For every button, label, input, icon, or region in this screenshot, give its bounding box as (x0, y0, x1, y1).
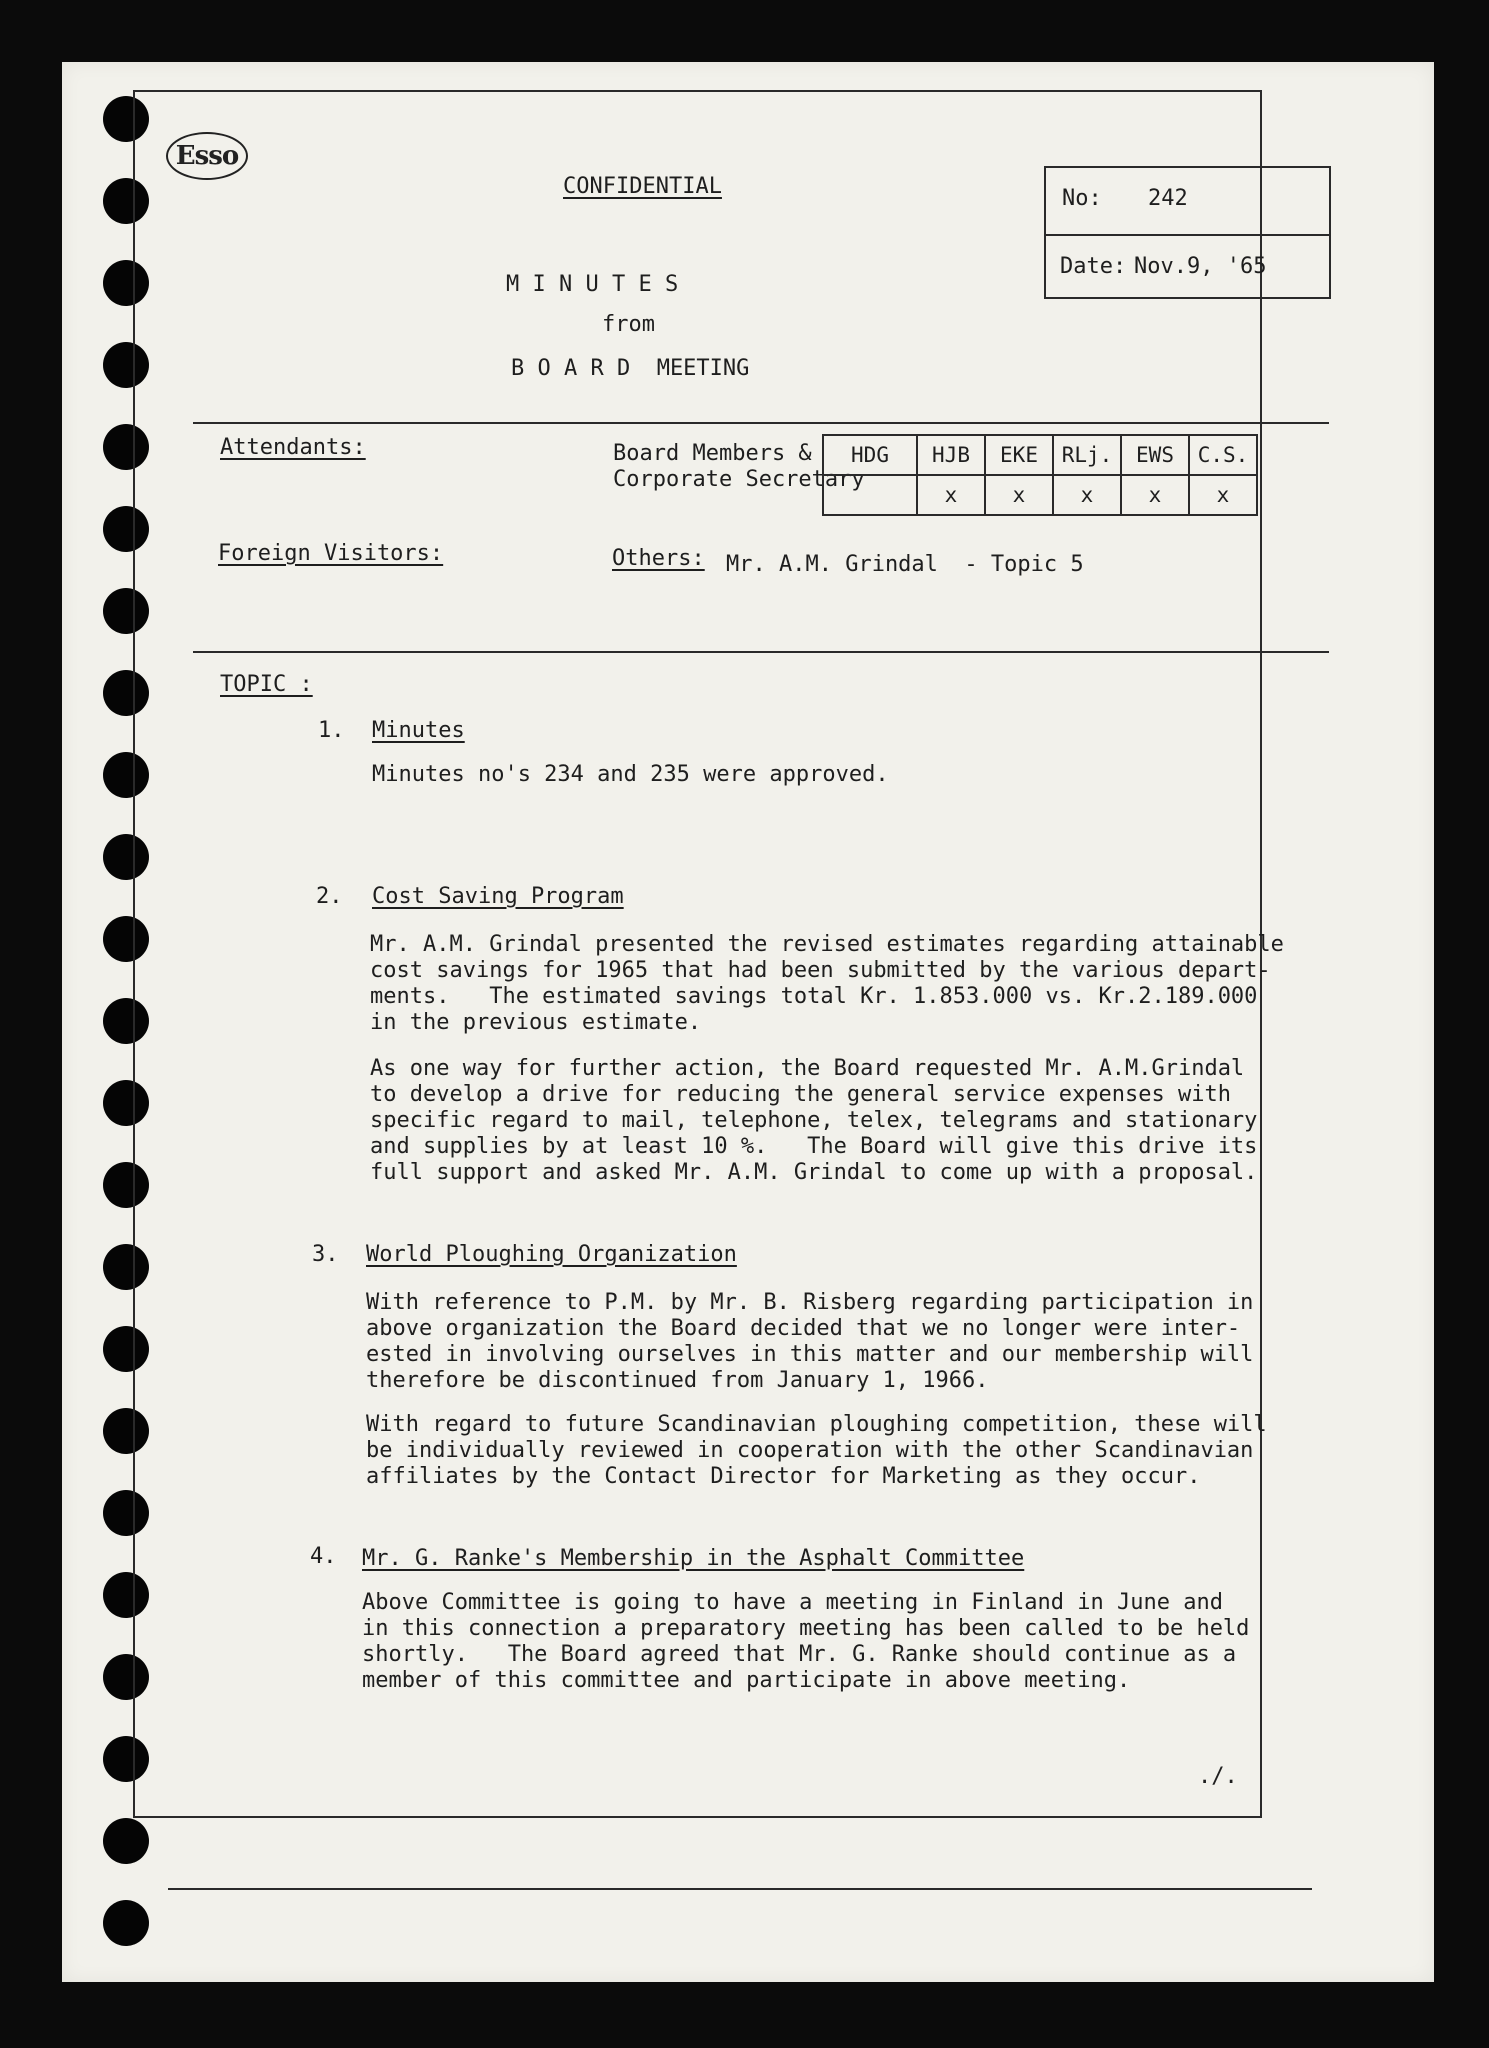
attendance-mark: x (917, 475, 985, 515)
header-divider (193, 422, 1329, 424)
topic-number: 4. (310, 1544, 337, 1569)
member-initials: HDG (823, 435, 917, 475)
number-value: 242 (1148, 186, 1188, 211)
attendance-mark: x (1189, 475, 1257, 515)
board-members-label: Board Members & Corporate Secretary (613, 441, 865, 492)
topic-paragraph: With regard to future Scandinavian ploughing competition, these will be individually reviewed in cooperation with the other Scandinavian affiliates by the Contact Director for Marketing as they occur. (366, 1412, 1267, 1489)
topic-paragraph: Mr. A.M. Grindal presented the revised estimates regarding attainable cost savings for 1965 that had been submitted by the various depart- ments. The estimated savings total Kr. 1.853.000 vs. Kr.2.189.000 in the previous estimate. (370, 932, 1284, 1035)
attendants-label: Attendants: (220, 435, 366, 460)
attendance-table (822, 434, 1258, 516)
topic-title: Minutes (372, 718, 465, 743)
attendance-divider (193, 651, 1329, 653)
binder-hole (103, 1900, 149, 1946)
continuation-mark: ./. (1198, 1764, 1238, 1789)
topic-title: World Ploughing Organization (366, 1242, 737, 1267)
attendance-header-row (823, 435, 1257, 475)
footer-line (168, 1888, 1312, 1890)
attendance-mark: x (1121, 475, 1189, 515)
foreign-visitors-label: Foreign Visitors: (218, 541, 444, 566)
others-value: Mr. A.M. Grindal - Topic 5 (726, 552, 1084, 577)
confidential-label: CONFIDENTIAL (563, 174, 722, 199)
topic-paragraph: As one way for further action, the Board requested Mr. A.M.Grindal to develop a drive for reducing the general service expenses with specific regard to mail, telephone, telex, telegrams and stationary and supplies by at least 10 %. The Board will give this drive its full support and asked Mr. A.M. Grindal to come up with a proposal. (370, 1056, 1258, 1185)
attendance-mark (823, 475, 917, 515)
topic-paragraph: Minutes no's 234 and 235 were approved. (372, 762, 889, 787)
title-from: from (602, 312, 655, 337)
number-label: No: (1062, 186, 1102, 211)
esso-logo: Esso (166, 132, 248, 180)
topic-number: 3. (312, 1242, 339, 1267)
topic-number: 2. (316, 884, 343, 909)
member-initials: EWS (1121, 435, 1189, 475)
attendance-mark: x (1053, 475, 1121, 515)
others-label: Others: (612, 546, 705, 571)
member-initials: EKE (985, 435, 1053, 475)
member-initials: RLj. (1053, 435, 1121, 475)
title-board-meeting: B O A R D MEETING (511, 356, 750, 381)
date-label: Date: (1060, 254, 1127, 279)
attendance-mark-row (823, 475, 1257, 515)
topic-number: 1. (318, 718, 345, 743)
topic-heading: TOPIC : (220, 672, 313, 697)
attendance-mark: x (985, 475, 1053, 515)
topic-title: Cost Saving Program (372, 884, 624, 909)
title-minutes: M I N U T E S (506, 272, 679, 297)
topic-paragraph: With reference to P.M. by Mr. B. Risberg regarding participation in above organization the Board decided that we no longer were inter- ested in involving ourselves in this matter and our membership will therefore be discontinued from January 1, 1966. (366, 1290, 1254, 1393)
binder-hole (103, 1818, 149, 1864)
member-initials: HJB (917, 435, 985, 475)
topic-paragraph: Above Committee is going to have a meeting in Finland in June and in this connection a preparatory meeting has been called to be held shortly. The Board agreed that Mr. G. Ranke should continue as a member of this committee and participate in above meeting. (362, 1590, 1250, 1693)
date-value: Nov.9, '65 (1134, 254, 1267, 279)
member-initials: C.S. (1189, 435, 1257, 475)
topic-title: Mr. G. Ranke's Membership in the Asphalt Committee (362, 1546, 1025, 1571)
